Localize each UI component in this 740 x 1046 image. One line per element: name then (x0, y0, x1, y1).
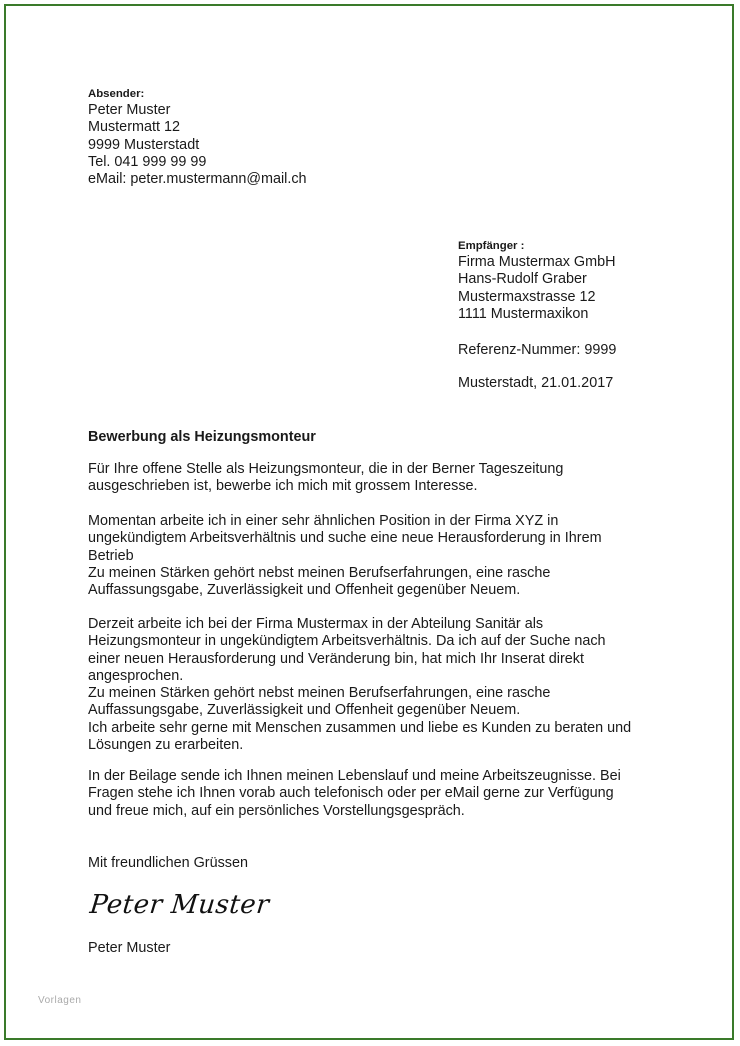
sender-name: Peter Muster (88, 102, 171, 118)
letter-date: Musterstadt, 21.01.2017 (458, 375, 614, 391)
paragraph-line: Ich arbeite sehr gerne mit Menschen zusammen und liebe es Kunden zu beraten und (88, 719, 632, 736)
letter-subject: Bewerbung als Heizungsmonteur (88, 429, 316, 445)
closing-greeting: Mit freundlichen Grüssen (88, 855, 248, 871)
sender-street: Mustermatt 12 (88, 119, 180, 136)
paragraph-line: einer neuen Herausforderung und Veränderung bin, hat mich Ihr Inserat direkt (88, 650, 584, 667)
recipient-company: Firma Mustermax GmbH (458, 254, 616, 270)
paragraph-line: In der Beilage sende ich Ihnen meinen Lebenslauf und meine Arbeitszeugnisse. Bei (88, 768, 621, 784)
paragraph-line: angesprochen. (88, 667, 184, 684)
paragraph-current-position (88, 513, 602, 599)
recipient-street: Mustermaxstrasse 12 (458, 288, 596, 305)
paragraph-line: Zu meinen Stärken gehört nebst meinen Berufserfahrungen, eine rasche (88, 564, 551, 581)
paragraph-attachments (88, 768, 621, 820)
paragraph-line: Für Ihre offene Stelle als Heizungsmonteur, die in der Berner Tageszeitung (88, 461, 564, 477)
paragraph-line: Lösungen zu erarbeiten. (88, 737, 244, 754)
paragraph-line: Derzeit arbeite ich bei der Firma Mustermax in der Abteilung Sanitär als (88, 616, 544, 632)
sender-block (88, 86, 307, 188)
handwritten-signature: Peter Muster (88, 890, 271, 920)
paragraph-line: Zu meinen Stärken gehört nebst meinen Berufserfahrungen, eine rasche (88, 685, 551, 702)
paragraph-intro (88, 461, 563, 496)
sender-city: 9999 Musterstadt (88, 136, 200, 153)
paragraph-line: Auffassungsgabe, Zuverlässigkeit und Offenheit gegenüber Neuem. (88, 702, 521, 719)
signer-name: Peter Muster (88, 940, 171, 956)
sender-email: eMail: peter.mustermann@mail.ch (88, 171, 307, 188)
recipient-block (458, 238, 616, 323)
sender-phone: Tel. 041 999 99 99 (88, 153, 207, 170)
paragraph-line: Auffassungsgabe, Zuverlässigkeit und Offenheit gegenüber Neuem. (88, 582, 521, 599)
paragraph-line: Heizungsmonteur in ungekündigtem Arbeitsverhältnis. Da ich auf der Suche nach (88, 633, 606, 650)
paragraph-line: Betrieb (88, 547, 134, 564)
paragraph-line: und freue mich, auf ein persönliches Vorstellungsgespräch. (88, 802, 465, 819)
reference-number: Referenz-Nummer: 9999 (458, 342, 617, 358)
paragraph-line: ausgeschrieben ist, bewerbe ich mich mit grossem Interesse. (88, 478, 478, 495)
paragraph-line: ungekündigtem Arbeitsverhältnis und suche eine neue Herausforderung in Ihrem (88, 530, 602, 547)
recipient-label: Empfänger : (458, 240, 525, 252)
sender-label: Absender: (88, 88, 145, 100)
recipient-person: Hans-Rudolf Graber (458, 271, 587, 288)
paragraph-experience (88, 616, 631, 754)
recipient-city: 1111 Mustermaxikon (458, 305, 589, 322)
paragraph-line: Momentan arbeite ich in einer sehr ähnlichen Position in der Firma XYZ in (88, 513, 559, 529)
watermark-text: Vorlagen (38, 995, 82, 1006)
paragraph-line: Fragen stehe ich Ihnen vorab auch telefonisch oder per eMail gerne zur Verfügung (88, 785, 614, 802)
